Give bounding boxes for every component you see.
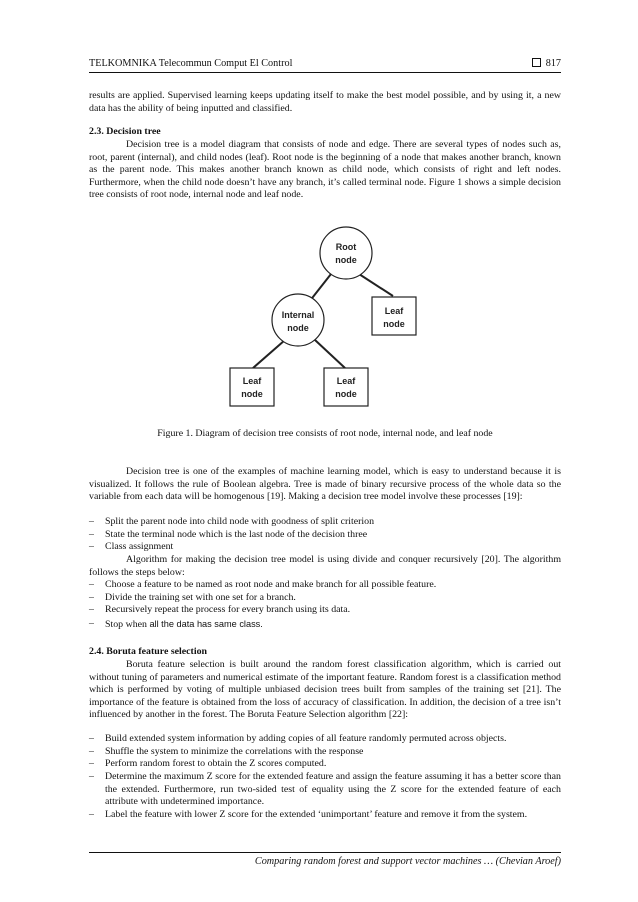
boruta-paragraph: Boruta feature selection is built around the random forest classification algorithm, which is carried out without tuning of parameters and numerical estimate of the important feature. Random forest is a classification method which is performed by voting of multiple unbiased decision trees built from samples of the training set [21]. The importance of the feature is obtained from the loss of accuracy of classification. In addition, the decision of a tree isn’t influenced by another in the forest. The Boruta Feature Selection algorithm [22]: <box>89 659 561 721</box>
leaf-node-left-box <box>230 368 274 406</box>
decision-tree-overview-paragraph: Decision tree is one of the examples of machine learning model, which is easy to understand because it is visualized. It follows the rule of Boolean algebra. Tree is made of binary recursive process of the whole data so the variable from each data will be homogenous [19]. Making a decision tree model involve these processes [19]: <box>89 466 561 503</box>
list-item: – Perform random forest to obtain the Z scores computed. <box>89 758 561 771</box>
running-footer: Comparing random forest and support vector machines … (Chevian Aroef) <box>254 856 561 867</box>
leaf-right-label-1: Leaf <box>384 306 404 316</box>
process-item-3: Class assignment <box>105 541 174 552</box>
decision-tree-paragraph: Decision tree is a model diagram that consists of node and edge. There are several types of nodes such as, root, parent (internal), and child nodes (leaf). Root node is the beginning of a node that makes another branch, known as the parent node. This makes another branch known as child node, which consists of right and left nodes. Furthermore, when the child node doesn’t have any branch, it’s called terminal node. Figure 1 shows a simple decision tree consists of root node, internal node and leaf node. <box>89 139 561 201</box>
edge-internal-leaf-left <box>253 340 285 368</box>
root-node-label-1: Root <box>335 242 357 252</box>
list-item: – Label the feature with lower Z score for the extended ‘unimportant’ feature and remove it from the system. <box>89 809 561 822</box>
process-item-1: Split the parent node into child node with goodness of split criterion <box>105 516 375 527</box>
leaf-node-mid-box <box>324 368 368 406</box>
list-item: – Stop when all the data has same class. <box>89 618 263 630</box>
list-item: – Divide the training set with one set for a branch. <box>89 592 561 605</box>
internal-node-label-2: node <box>287 323 309 333</box>
process-item-2: State the terminal node which is the last node of the decision three <box>105 529 368 540</box>
internal-node-label-1: Internal <box>281 310 315 320</box>
footer-rule <box>89 852 561 853</box>
leaf-mid-label-1: Leaf <box>336 376 356 386</box>
leaf-node-right-box <box>372 297 416 335</box>
page-number-group <box>532 57 561 70</box>
list-item: – Choose a feature to be named as root node and make branch for all possible feature. <box>89 579 561 592</box>
square-bullet-icon <box>532 58 541 67</box>
leaf-mid-label-2: node <box>335 389 357 399</box>
algorithm-paragraph: Algorithm for making the decision tree model is using divide and conquer recursively [20]. The algorithm follows the steps below: <box>89 554 561 578</box>
list-item: – Recursively repeat the process for every branch using its data. <box>89 604 561 617</box>
edge-root-leaf-right <box>359 274 393 296</box>
boruta-step-2: Shuffle the system to minimize the correlations with the response <box>105 746 364 757</box>
list-item: – Shuffle the system to minimize the correlations with the response <box>89 746 561 759</box>
root-node-circle <box>320 227 372 279</box>
section-heading-boruta: 2.4. Boruta feature selection <box>89 646 208 657</box>
figure-caption: Figure 1. Diagram of decision tree consists of root node, internal node, and leaf node <box>157 428 493 439</box>
section-heading-decision-tree: 2.3. Decision tree <box>89 126 161 137</box>
list-item: – State the terminal node which is the last node of the decision three <box>89 529 561 542</box>
edge-internal-leaf-mid <box>315 340 345 368</box>
boruta-step-1: Build extended system information by adding copies of all feature randomly permuted across objects. <box>105 733 507 744</box>
algorithm-step-4-suffix: all the data has same class. <box>149 619 263 629</box>
algorithm-step-2: Divide the training set with one set for a branch. <box>105 592 296 603</box>
algorithm-step-4-prefix: Stop when <box>105 619 150 630</box>
boruta-step-5: Label the feature with lower Z score for the extended ‘unimportant’ feature and remove it from the system. <box>105 809 528 820</box>
algorithm-step-3: Recursively repeat the process for every branch using its data. <box>105 604 351 615</box>
list-item: – Determine the maximum Z score for the extended feature and assign the feature assuming it has a better score than the extended. Furthermore, run two-sided test of equality using the Z score for the extended feature of each attribute with undetermined importance. <box>89 771 561 808</box>
list-item: – Split the parent node into child node with goodness of split criterion <box>89 516 561 529</box>
internal-node-circle <box>272 294 324 346</box>
leaf-right-label-2: node <box>383 319 405 329</box>
root-node-label-2: node <box>335 255 357 265</box>
leaf-left-label-2: node <box>241 389 263 399</box>
list-item: – Class assignment <box>89 541 561 554</box>
boruta-step-3: Perform random forest to obtain the Z scores computed. <box>105 758 327 769</box>
list-item: – Build extended system information by adding copies of all feature randomly permuted across objects. <box>89 733 561 746</box>
journal-name: TELKOMNIKA Telecommun Comput El Control <box>89 58 293 69</box>
decision-tree-figure <box>225 222 425 412</box>
header-rule <box>89 72 561 73</box>
algorithm-step-1: Choose a feature to be named as root node and make branch for all possible feature. <box>105 579 437 590</box>
intro-paragraph: results are applied. Supervised learning keeps updating itself to make the best model possible, and by using it, a new data has the ability of being inputted and classified. <box>89 90 561 114</box>
boruta-step-4: Determine the maximum Z score for the extended feature and assign the feature assuming it has a better score than the extended. Furthermore, run two-sided test of equality using the Z score for the extended feature of each attribute with undetermined importance. <box>105 771 561 808</box>
leaf-left-label-1: Leaf <box>242 376 262 386</box>
page-number: 817 <box>545 58 561 69</box>
